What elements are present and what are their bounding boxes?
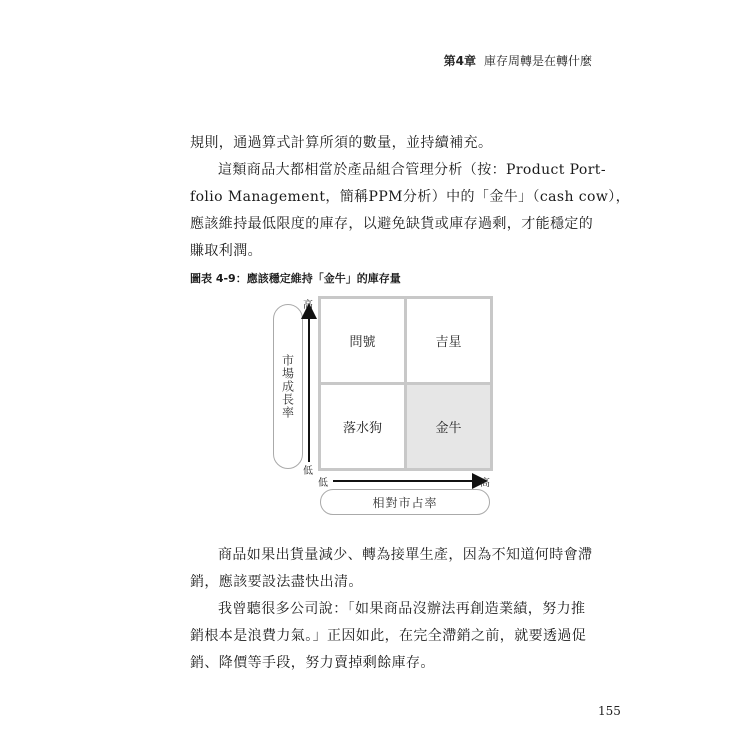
y-axis-low: 低 — [303, 466, 313, 477]
text-line: 賺取利潤。 — [190, 243, 262, 259]
text-line: 我曾聽很多公司說：「如果商品沒辦法再創造業績，努力推 — [218, 601, 586, 617]
cell-dog: 落水狗 — [321, 385, 404, 468]
y-axis-high: 高 — [303, 300, 313, 311]
x-axis-low: 低 — [318, 478, 328, 489]
page-number: 155 — [598, 704, 621, 718]
text-line: 規則，通過算式計算所須的數量，並持續補充。 — [190, 135, 493, 151]
chapter-title: 庫存周轉是在轉什麼 — [483, 54, 592, 68]
chapter-label: 第4章 — [443, 54, 476, 68]
x-axis-high: 高 — [480, 478, 490, 489]
y-axis-label-text: 市場成長率 — [280, 354, 295, 419]
cell-star: 吉星 — [407, 299, 490, 382]
ppm-matrix — [318, 296, 493, 471]
cell-question-mark: 問號 — [321, 299, 404, 382]
text-line: 銷根本是浪費力氣。」正因如此，在完全滯銷之前，就要透過促 — [190, 628, 587, 644]
body-text-bottom — [190, 542, 593, 677]
text-line: 商品如果出貨量減少、轉為接單生產，因為不知道何時會滯 — [218, 547, 593, 563]
text-line: 這類商品大都相當於產品組合管理分析（按：Product Port- — [218, 162, 606, 178]
figure-caption: 圖表 4-9：應該穩定維持「金牛」的庫存量 — [190, 272, 401, 285]
text-line: 銷、降價等手段，努力賣掉剩餘庫存。 — [190, 655, 435, 671]
text-line: folio Management，簡稱PPM分析）中的「金牛」（cash cow）， — [190, 189, 631, 205]
cell-cash-cow: 金牛 — [407, 385, 490, 468]
text-line: 銷，應該要設法盡快出清。 — [190, 574, 363, 590]
x-axis-label: 相對市占率 — [320, 489, 490, 515]
text-line: 應該維持最低限度的庫存，以避免缺貨或庫存過剩，才能穩定的 — [190, 216, 594, 232]
